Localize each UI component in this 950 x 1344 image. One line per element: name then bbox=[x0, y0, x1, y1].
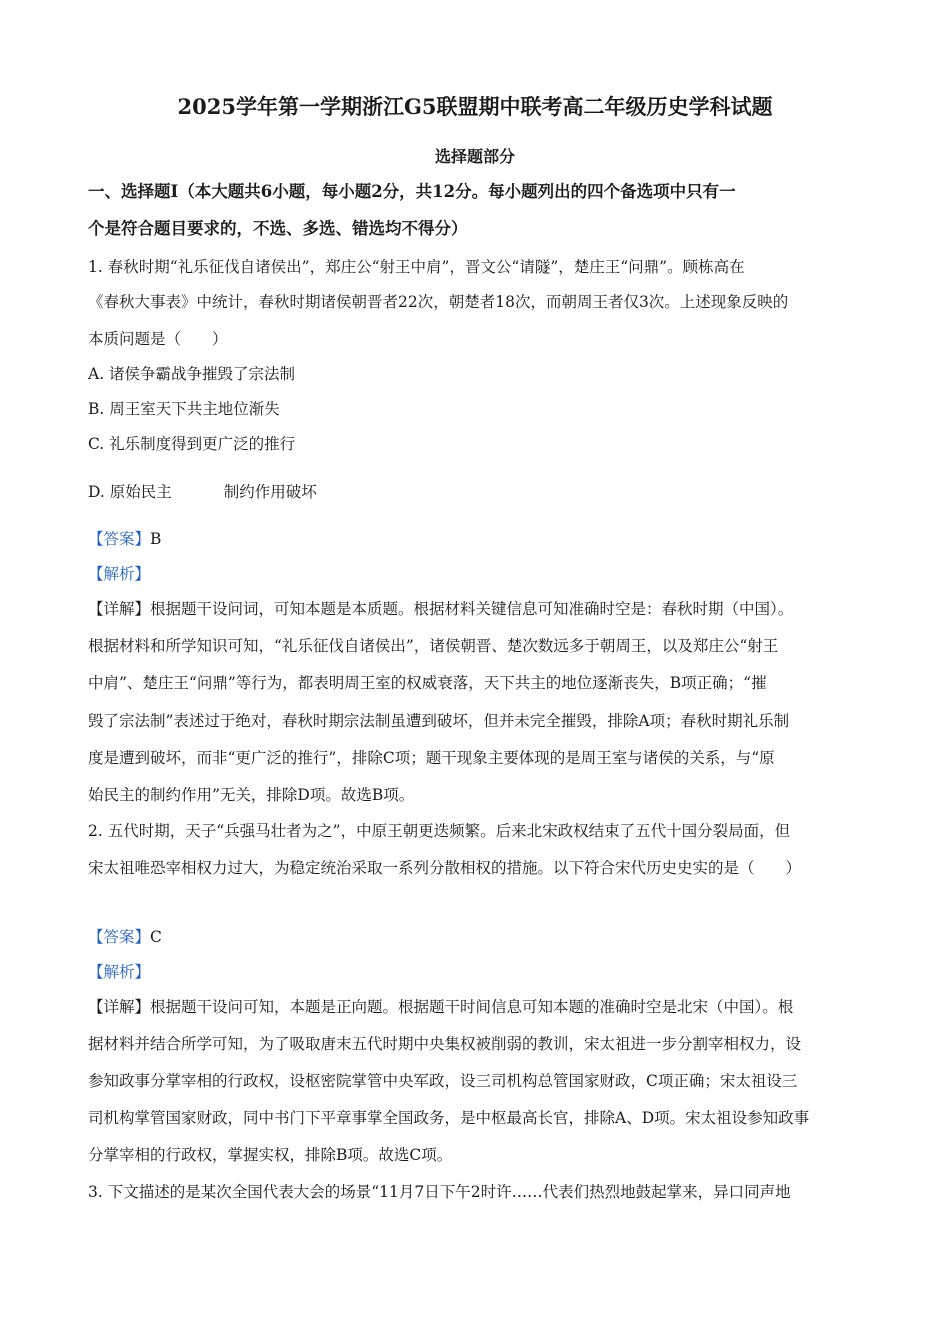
q1-stem-line-1: 1. 春秋时期“礼乐征伐自诸侯出”，郑庄公“射王中肩”，晋文公“请隧”，楚庄王“问鼎”。顾栋高在 bbox=[88, 258, 745, 276]
q1-option-d bbox=[88, 481, 862, 503]
section-subtitle: 选择题部分 bbox=[434, 147, 515, 166]
q2-detail-tag: 【详解】 bbox=[88, 998, 151, 1016]
q2-detail-line-4: 司机构掌管国家财政，同中书门下平章事掌全国政务，是中枢最高长官，排除A、D项。宋太祖设参知政事 bbox=[88, 1109, 810, 1127]
q1-option-d-part-2: 制约作用破坏 bbox=[223, 483, 317, 501]
section-heading-line-2: 个是符合题目要求的，不选、多选、错选均不得分） bbox=[88, 219, 468, 238]
q1-answer-tag: 【答案】 bbox=[88, 530, 151, 548]
exam-title: 2025学年第一学期浙江G5联盟期中联考高二年级历史学科试题 bbox=[177, 94, 773, 119]
q1-detail-line-2: 根据材料和所学知识可知，“礼乐征伐自诸侯出”，诸侯朝晋、楚次数远多于朝周王，以及郑庄公“射王 bbox=[88, 637, 779, 655]
q2-detail-line-5: 分掌宰相的行政权，掌握实权，排除B项。故选C项。 bbox=[88, 1146, 453, 1164]
q2-analysis bbox=[88, 961, 862, 983]
q1-analysis-tag: 【解析】 bbox=[88, 565, 151, 583]
q1-detail-line-1 bbox=[88, 598, 862, 620]
q1-detail-line-3: 中肩”、楚庄王“问鼎”等行为，都表明周王室的权威衰落，天下共主的地位逐渐丧失，B项正确；“摧 bbox=[88, 674, 767, 692]
q1-answer-value: B bbox=[150, 530, 162, 548]
q2-detail-line-3: 参知政事分掌宰相的行政权，设枢密院掌管中央军政，设三司机构总管国家财政，C项正确；宋太祖设三 bbox=[88, 1072, 798, 1090]
q2-detail-line-2: 据材料并结合所学可知，为了吸取唐末五代时期中央集权被削弱的教训，宋太祖进一步分割宰相权力，设 bbox=[88, 1035, 802, 1053]
section-heading-line-1: 一、选择题Ⅰ（本大题共6小题，每小题2分，共12分。每小题列出的四个备选项中只有一 bbox=[88, 182, 736, 201]
q1-option-a: A. 诸侯争霸战争摧毁了宗法制 bbox=[88, 365, 296, 383]
q1-detail-line-6: 始民主的制约作用”无关，排除D项。故选B项。 bbox=[88, 786, 415, 804]
q1-detail-tag: 【详解】 bbox=[88, 600, 151, 618]
q1-option-d-part-1: D. 原始民主 bbox=[88, 483, 172, 501]
q1-detail-line-5: 度是遭到破坏，而非“更广泛的推行”，排除C项；题干现象主要体现的是周王室与诸侯的关系，与“原 bbox=[88, 749, 775, 767]
q1-answer bbox=[88, 528, 862, 550]
q2-answer-value: C bbox=[150, 928, 162, 946]
q2-stem-line-2: 宋太祖唯恐宰相权力过大，为稳定统治采取一系列分散相权的措施。以下符合宋代历史史实的是（ ） bbox=[88, 859, 802, 877]
q2-stem-line-1: 2. 五代时期，天子“兵强马壮者为之”，中原王朝更迭频繁。后来北宋政权结束了五代十国分裂局面，但 bbox=[88, 822, 791, 840]
q2-detail-line-1 bbox=[88, 996, 862, 1018]
q2-answer bbox=[88, 926, 862, 948]
q1-analysis bbox=[88, 563, 862, 585]
q3-stem-line-1: 3. 下文描述的是某次全国代表大会的场景“11月7日下午2时许……代表们热烈地鼓起掌来，异口同声地 bbox=[88, 1183, 791, 1201]
q1-detail-line-4: 毁了宗法制”表述过于绝对，春秋时期宗法制虽遭到破坏，但并未完全摧毁，排除A项；春秋时期礼乐制 bbox=[88, 712, 790, 730]
q2-answer-tag: 【答案】 bbox=[88, 928, 151, 946]
q1-stem-line-3: 本质问题是（ ） bbox=[88, 330, 228, 348]
q1-option-b: B. 周王室天下共主地位渐失 bbox=[88, 400, 280, 418]
q1-option-c: C. 礼乐制度得到更广泛的推行 bbox=[88, 435, 296, 453]
q2-detail-text-1: 根据题干设问可知，本题是正向题。根据题干时间信息可知本题的准确时空是北宋（中国）。根 bbox=[150, 998, 794, 1016]
q1-stem-line-2: 《春秋大事表》中统计，春秋时期诸侯朝晋者22次，朝楚者18次，而朝周王者仅3次。上述现象反映的 bbox=[88, 293, 789, 311]
q2-analysis-tag: 【解析】 bbox=[88, 963, 151, 981]
q1-detail-text-1: 根据题干设问词，可知本题是本质题。根据材料关键信息可知准确时空是：春秋时期（中国）。 bbox=[150, 600, 794, 618]
